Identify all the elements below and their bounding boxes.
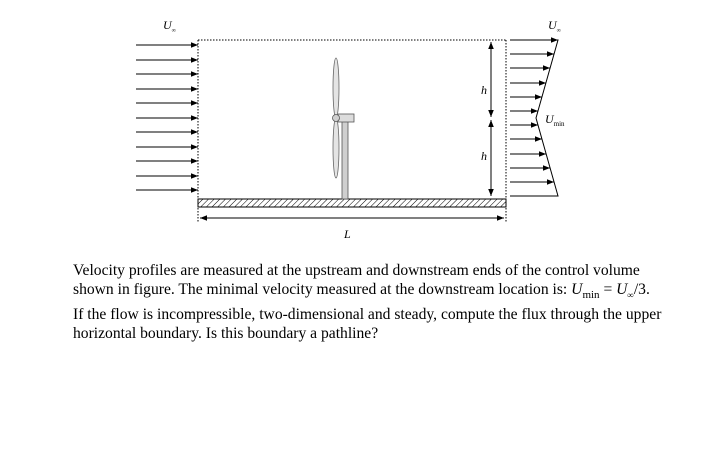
h-lower-label: h bbox=[481, 149, 487, 163]
u-min-symbol: $U_{min}$ bbox=[571, 281, 600, 302]
u-min-label: $U_{min}$ bbox=[545, 112, 565, 128]
problem-paragraph-2: If the flow is incompressible, two-dimensional and steady, compute the flux through the upper horizontal boundary. Is this boundary a pathline? bbox=[73, 306, 662, 343]
wind-turbine bbox=[333, 58, 355, 199]
u-upstream-label: $U_\infty$ bbox=[163, 18, 176, 34]
u-inf-symbol: $U_\infty$ bbox=[616, 281, 634, 301]
ground-wall bbox=[198, 199, 506, 207]
problem-paragraph-1: Velocity profiles are measured at the upstream and downstream ends of the control volume shown in figure. The minimal velocity measured at the downstream location is: $U_{min} = U_\infty/3$. bbox=[73, 262, 650, 302]
problem-statement bbox=[73, 261, 673, 343]
upstream-velocity-profile bbox=[136, 45, 198, 190]
control-volume-boundary bbox=[198, 40, 506, 222]
length-label: L bbox=[344, 227, 351, 241]
u-downstream-label: $U_\infty$ bbox=[548, 18, 561, 34]
h-upper-label: h bbox=[481, 83, 487, 97]
